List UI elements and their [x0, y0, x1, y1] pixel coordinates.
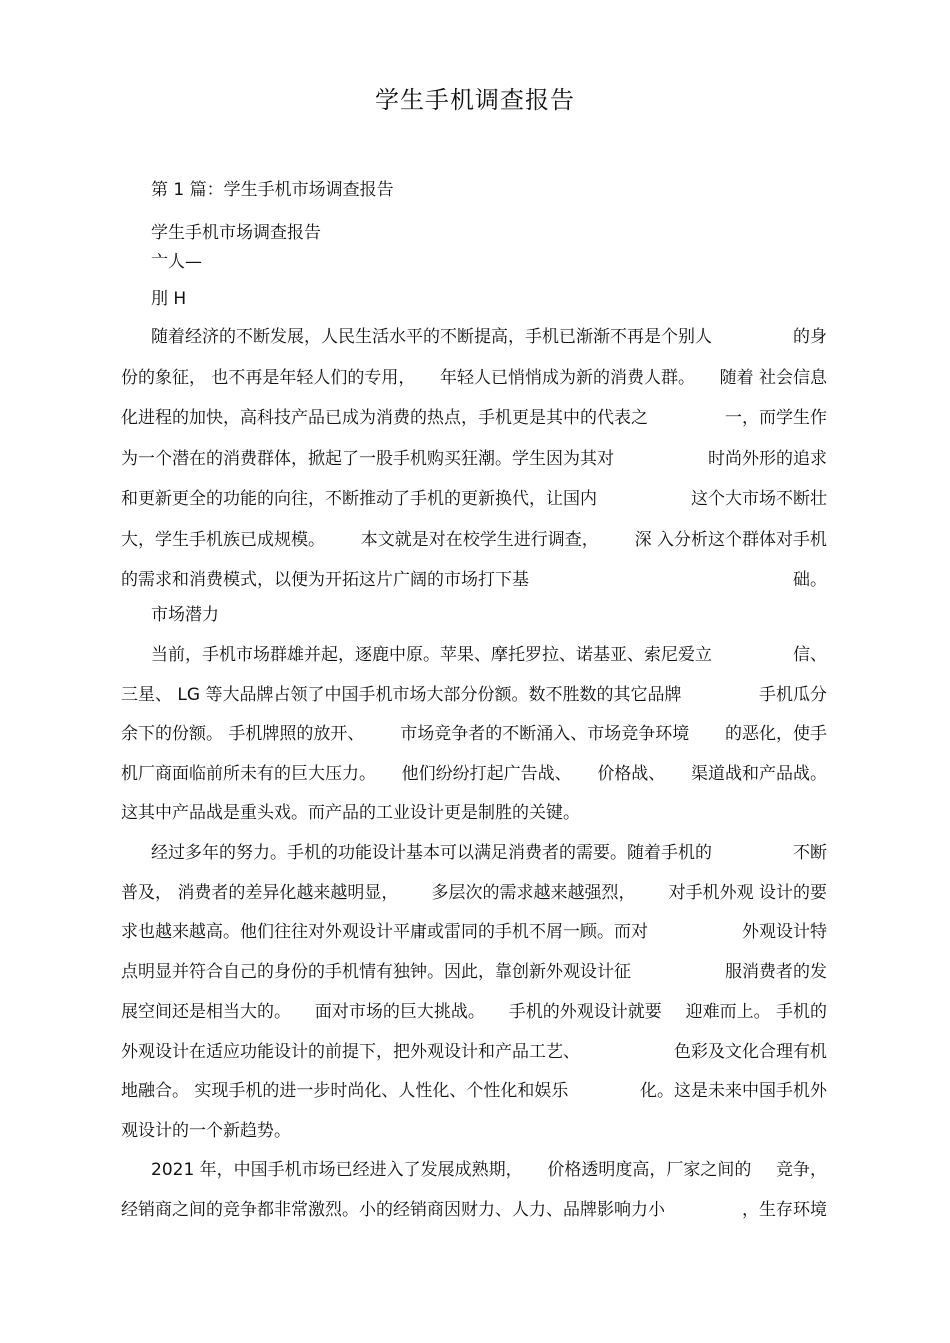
text-run: 份的象征， 也不再是年轻人们的专用， — [121, 367, 416, 388]
paragraph-line — [121, 722, 827, 746]
text-run: 服消费者的发 — [725, 962, 827, 983]
paragraph-line — [121, 801, 827, 825]
text-run: 地融合。 实现手机的进一步时尚化、人性化、个性化和娱乐 — [121, 1081, 569, 1102]
text-run: 随着 社会信息 — [719, 367, 827, 388]
text-run: 展空间还是相当大的。 — [121, 1001, 291, 1022]
text-run: 渠道战和产品战。 — [690, 763, 827, 784]
text-run: 手机的外观设计就要 — [508, 1001, 662, 1022]
page-title: 学生手机调查报告 — [375, 86, 575, 114]
text-run: 求也越来越高。他们往往对外观设计平庸或雷同的手机不屑一顾。而对 — [121, 922, 648, 943]
text-run: 信、 — [793, 645, 827, 665]
paragraph-line — [121, 881, 827, 905]
text-run: 的需求和消费模式，以便为开拓这片广阔的市场打下基 — [121, 570, 529, 590]
text-run: 的身 — [793, 327, 827, 347]
report-heading: 学生手机市场调查报告 — [151, 223, 321, 243]
text-run: 大，学生手机族已成规模。 — [121, 529, 325, 550]
paragraph-line — [121, 1000, 827, 1024]
text-run: 为一个潜在的消费群体，掀起了一股手机购买狂潮。学生因为其对 — [121, 448, 614, 469]
text-run: 余下的份额。 手机牌照的放开、 — [121, 724, 365, 744]
paragraph-line — [151, 841, 827, 865]
text-run: 三星、 LG 等大品牌占领了中国手机市场大部分份额。数不胜数的其它品牌 — [121, 684, 682, 705]
garbled-text-2: 刖 H — [151, 289, 187, 309]
paragraph-line — [121, 447, 827, 471]
text-run: 观设计的一个新趋势。 — [121, 1120, 291, 1141]
text-run: 价格战、 — [597, 763, 666, 784]
paragraph-line — [151, 643, 827, 667]
text-run: 经销商之间的竞争都非常激烈。小的经销商因财力、人力、品牌影响力小 — [121, 1200, 665, 1220]
text-run: 化。这是未来中国手机外 — [640, 1081, 827, 1102]
text-run: 对手机外观 设计的要 — [668, 882, 827, 903]
section-heading: 市场潜力 — [151, 605, 219, 625]
text-run: 的恶化，使手 — [725, 724, 827, 744]
text-run: 和更新更全的功能的向往，不断推动了手机的更新换代，让国内 — [121, 489, 597, 509]
paragraph-line — [121, 366, 827, 390]
paragraph-line — [121, 406, 827, 430]
text-run: 经过多年的努力。手机的功能设计基本可以满足消费者的需要。随着手机的 — [151, 843, 712, 863]
text-run: 一，而学生作 — [725, 408, 827, 428]
text-run: 价格透明度高，厂家之间的 — [547, 1160, 752, 1180]
text-run: 市场竞争者的不断涌入、市场竞争环境 — [400, 724, 690, 744]
text-run: 多层次的需求越来越强烈， — [431, 882, 636, 903]
text-run: 迎难而上。 手机的 — [685, 1001, 827, 1022]
text-run: 础。 — [793, 570, 827, 590]
text-run: 当前，手机市场群雄并起，逐鹿中原。苹果、摩托罗拉、诺基亚、索尼爱立 — [151, 645, 712, 665]
paragraph-line — [121, 1079, 827, 1103]
text-run: 深 入分析这个群体对手机 — [634, 529, 827, 550]
text-run: 点明显并符合自己的身份的手机情有独钟。因此，靠创新外观设计征 — [121, 962, 631, 983]
text-run: 随着经济的不断发展，人民生活水平的不断提高，手机已渐渐不再是个别人 — [151, 327, 712, 347]
text-run: 这其中产品战是重头戏。而产品的工业设计更是制胜的关键。 — [121, 803, 580, 823]
text-run: 手机瓜分 — [759, 684, 827, 705]
text-run: 机厂商面临前所未有的巨大压力。 — [121, 763, 376, 784]
text-run: 外观设计在适应功能设计的前提下，把外观设计和产品工艺、 — [121, 1041, 580, 1062]
paragraph-line — [121, 1040, 827, 1064]
paragraph-line — [121, 762, 827, 786]
garbled-text-1: 亠人— — [151, 252, 202, 272]
text-run: 竞争， — [775, 1160, 827, 1180]
paragraph-line — [151, 325, 827, 349]
text-run: 这个大市场不断壮 — [691, 489, 827, 509]
text-run: 本文就是对在校学生进行调查， — [360, 529, 599, 550]
paragraph-line — [151, 1158, 827, 1182]
paragraph-line — [121, 568, 827, 592]
text-run: 年轻人已悄悄成为新的消费人群。 — [440, 367, 695, 388]
text-run: 化进程的加快，高科技产品已成为消费的热点，手机更是其中的代表之 — [121, 408, 648, 428]
paragraph-line — [121, 1198, 827, 1222]
paragraph-line — [121, 960, 827, 984]
text-run: 面对市场的巨大挑战。 — [314, 1001, 485, 1022]
text-run: 2021 年，中国手机市场已经进入了发展成熟期， — [151, 1160, 523, 1180]
chapter-heading: 第 1 篇：学生手机市场调查报告 — [151, 180, 394, 200]
paragraph-line — [121, 683, 827, 707]
text-run: 色彩及文化合理有机 — [674, 1041, 827, 1062]
paragraph-line — [121, 920, 827, 944]
text-run: 普及， 消费者的差异化越来越明显， — [121, 882, 399, 903]
paragraph-line — [121, 1119, 827, 1143]
text-run: 时尚外形的追求 — [708, 448, 827, 469]
text-run: 不断 — [793, 843, 827, 863]
text-run: 他们纷纷打起广告战、 — [401, 763, 572, 784]
paragraph-line — [121, 528, 827, 552]
paragraph-line — [121, 487, 827, 511]
text-run: ，生存环境 — [742, 1200, 827, 1220]
text-run: 外观设计特 — [742, 922, 827, 943]
